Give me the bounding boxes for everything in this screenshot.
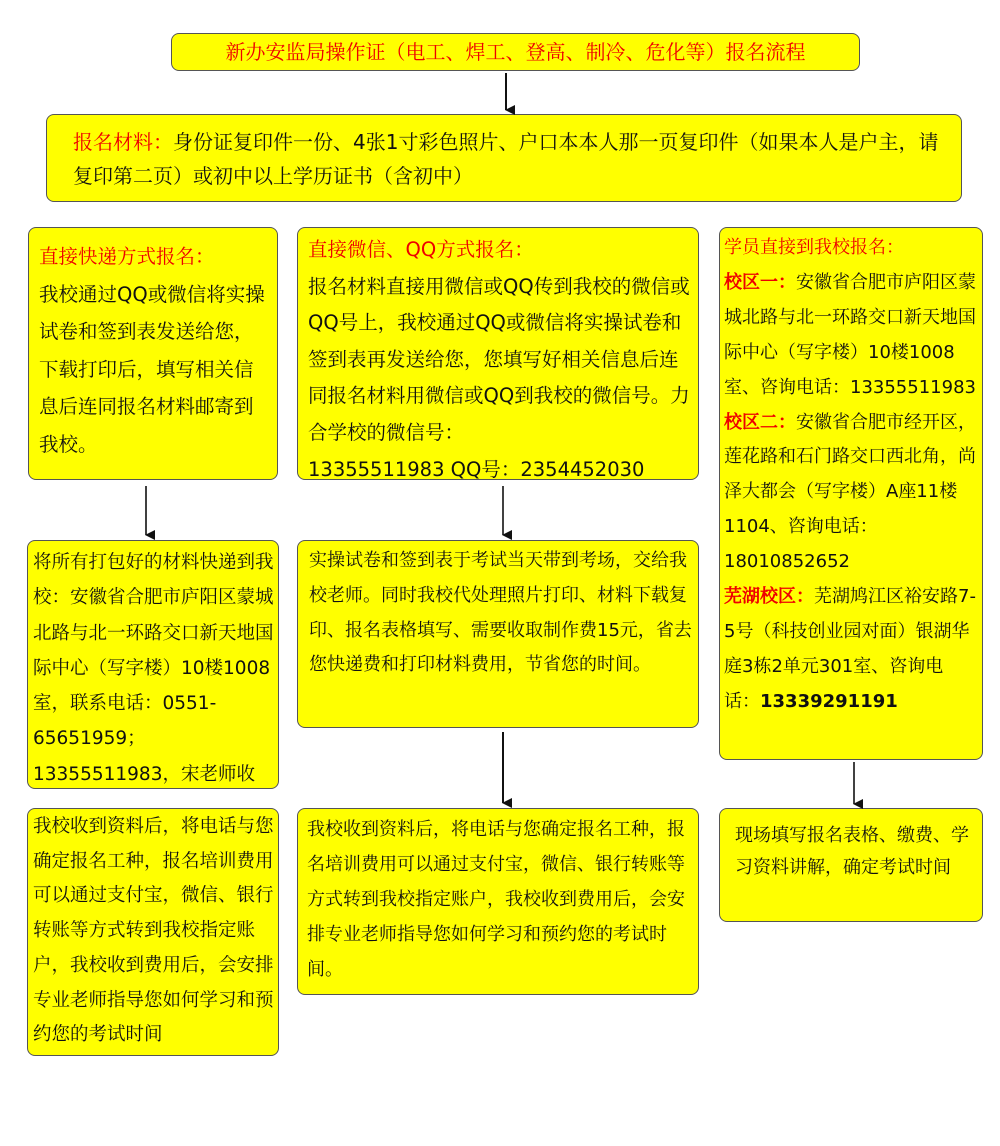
wechat-exam-text: 实操试卷和签到表于考试当天带到考场，交给我校老师。同时我校代处理照片打印、材料下载复印、报名表格填写、需要收取制作费15元，省去您快递费和打印材料费用，节省您的时间。 xyxy=(309,550,692,676)
express-signup-title: 直接快递方式报名： xyxy=(39,245,215,268)
wechat-confirm-text: 我校收到资料后，将电话与您确定报名工种，报名培训费用可以通过支付宝，微信、银行转账等方式转到我校指定账户，我校收到费用后，会安排专业老师指导您如何学习和预约您的考试时间。 xyxy=(307,819,685,980)
express-signup-text: 我校通过QQ或微信将实操试卷和签到表发送给您，下载打印后，填写相关信息后连同报名材料邮寄到我校。 xyxy=(39,282,265,456)
campus-3-text: 芜湖鸠江区裕安路7-5号（科技创业园对面）银湖华庭3栋2单元301室、咨询电话： xyxy=(724,586,976,712)
onsite-signup-title: 学员直接到我校报名： xyxy=(724,237,904,258)
onsite-fill-text: 现场填写报名表格、缴费、学习资料讲解，确定考试时间 xyxy=(735,825,969,878)
wechat-signup-contact: 13355511983 QQ号：2354452030 xyxy=(308,457,645,480)
campus-3-phone: 13339291191 xyxy=(760,690,898,712)
wechat-signup-title: 直接微信、QQ方式报名： xyxy=(308,238,534,261)
flow-title: 新办安监局操作证（电工、焊工、登高、制冷、危化等）报名流程 xyxy=(225,40,806,64)
campus-1-text: 安徽省合肥市庐阳区蒙城北路与北一环路交口新天地国际中心（写字楼）10楼1008室、咨询电话：13355511983 xyxy=(724,271,976,398)
campus-1-label: 校区一： xyxy=(724,271,796,293)
campus-3-label: 芜湖校区： xyxy=(724,586,814,608)
campus-2-text: 安徽省合肥市经开区，莲花路和石门路交口西北角，尚泽大都会（写字楼）A座11楼1104、咨询电话：18010852652 xyxy=(724,411,976,573)
express-mail-text: 将所有打包好的材料快递到我校：安徽省合肥市庐阳区蒙城北路与北一环路交口新天地国际中心（写字楼）10楼1008室，联系电话：0551-65651959；13355511983，宋老师收 xyxy=(33,552,274,785)
materials-text: 身份证复印件一份、4张1寸彩色照片、户口本本人那一页复印件（如果本人是户主，请复印第二页）或初中以上学历证书（含初中） xyxy=(73,130,939,188)
wechat-signup-text: 报名材料直接用微信或QQ传到我校的微信或QQ号上，我校通过QQ或微信将实操试卷和签到表再发送给您，您填写好相关信息后连同报名材料用微信或QQ到我校的微信号。力合学校的微信号： xyxy=(308,274,690,444)
materials-label: 报名材料： xyxy=(73,130,173,154)
campus-2-label: 校区二： xyxy=(724,411,796,433)
express-confirm-text: 我校收到资料后，将电话与您确定报名工种，报名培训费用可以通过支付宝，微信、银行转账等方式转到我校指定账户，我校收到费用后，会安排专业老师指导您如何学习和预约您的考试时间 xyxy=(33,816,274,1046)
